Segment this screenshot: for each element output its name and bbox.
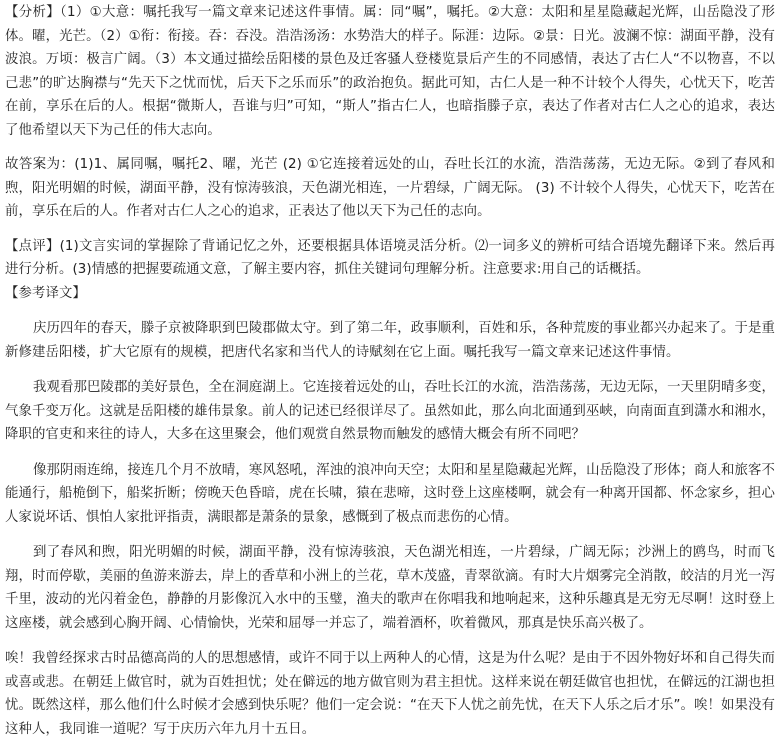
translation-paragraph-2: 我观看那巴陵郡的美好景色，全在洞庭湖上。它连接着远处的山，吞吐长江的水流，浩浩荡荡，无边无际，一天里阴晴多变，气象千变万化。这就是岳阳楼的雄伟景象。前人的记述已经很详尽了。虽然如此，那么向北面通到巫峡，向南面直到潇水和湘水，降职的官吏和来往的诗人，大多在这里聚会，他们观赏自然景物而触发的感情大概会有所不同吧？: [5, 380, 775, 442]
answer-section: 故答案为：(1)1、属同嘱，嘱托2、曜，光芒 (2) ①它连接着远处的山，吞吐长江的水流，浩浩荡荡，无边无际。②到了春风和煦，阳光明媚的时候，湖面平静，没有惊涛骇浪，天色湖光相连，一片碧绿，广阔无际。 (3) 不计较个人得失，心忧天下，吃苦在前，享乐在后的人。作者对古仁人之心的追求，正表达了他以天下为己任的志向。: [5, 157, 775, 219]
translation-paragraph-4: 到了春风和煦，阳光明媚的时候，湖面平静，没有惊涛骇浪，天色湖光相连，一片碧绿，广阔无际；沙洲上的鸥鸟，时而飞翔，时而停歇，美丽的鱼游来游去，岸上的香草和小洲上的兰花，草木茂盛，青翠欲滴。有时大片烟雾完全消散，皎洁的月光一泻千里，波动的光闪着金色，静静的月影像沉入水中的玉璧，渔夫的歌声在你唱我和地响起来，这种乐趣真是无穷无尽啊！这时登上这座楼，就会感到心胸开阔、心情愉快，光荣和屈辱一并忘了，端着酒杯，吹着微风，那真是快乐高兴极了。: [5, 545, 775, 631]
translation-paragraph-5: 唉！我曾经探求古时品德高尚的人的思想感情，或许不同于以上两种人的心情，这是为什么呢？是由于不因外物好坏和自己得失而或喜或悲。在朝廷上做官时，就为百姓担忧；处在僻远的地方做官则为君主担忧。这样来说在朝廷做官也担忧，在僻远的江湖也担忧。既然这样，那么他们什么时候才会感到快乐呢？他们一定会说：“在天下人忧之前先忧，在天下人乐之后才乐”。唉！如果没有这种人，我同谁一道呢？写于庆历六年九月十五日。: [5, 651, 775, 737]
comment-section: 【点评】(1)文言实词的掌握除了背诵记忆之外，还要根据具体语境灵活分析。⑵一词多义的辨析可结合语境先翻译下来。然后再进行分析。(3)情感的把握要疏通文意，了解主要内容，抓住关键词句理解分析。注意要求:用自己的话概括。: [5, 238, 775, 277]
translation-paragraph-3: 像那阴雨连绵，接连几个月不放晴，寒风怒吼，浑浊的浪冲向天空；太阳和星星隐藏起光辉，山岳隐没了形体；商人和旅客不能通行，船桅倒下，船桨折断；傍晚天色昏暗，虎在长啸，猿在悲啼，这时登上这座楼啊，就会有一种离开国都、怀念家乡，担心人家说坏话、惧怕人家批评指责，满眼都是萧条的景象，感慨到了极点而悲伤的心情。: [5, 462, 775, 525]
translation-paragraph-1: 庆历四年的春天，滕子京被降职到巴陵郡做太守。到了第二年，政事顺利，百姓和乐，各种荒废的事业都兴办起来了。于是重新修建岳阳楼，扩大它原有的规模，把唐代名家和当代人的诗赋刻在它上面。嘱托我写一篇文章来记述这件事情。: [5, 321, 775, 360]
translation-heading: 【参考译文】: [5, 285, 86, 301]
analysis-section: 【分析】（1）①大意：嘱托我写一篇文章来记述这件事情。属：同“嘱”，嘱托。②大意：太阳和星星隐藏起光辉，山岳隐没了形体。曜，光芒。（2）①衔：衔接。吞：吞没。浩浩汤汤：水势浩大的样子。际涯：边际。②景：日光。波澜不惊：湖面平静，没有波浪。万顷：极言广阔。（3）本文通过描绘岳阳楼的景色及迁客骚人登楼览景后产生的不同感情，表达了古仁人“不以物喜，不以己悲”的旷达胸襟与“先天下之忧而忧，后天下之乐而乐”的政治抱负。据此可知，古仁人是一种不计较个人得失，心忧天下，吃苦在前，享乐在后的人。根据“微斯人，吾谁与归”可知，“斯人”指古仁人，也暗指滕子京，表达了作者对古仁人之心的追求，表达了他希望以天下为己任的伟大志向。: [5, 5, 775, 138]
